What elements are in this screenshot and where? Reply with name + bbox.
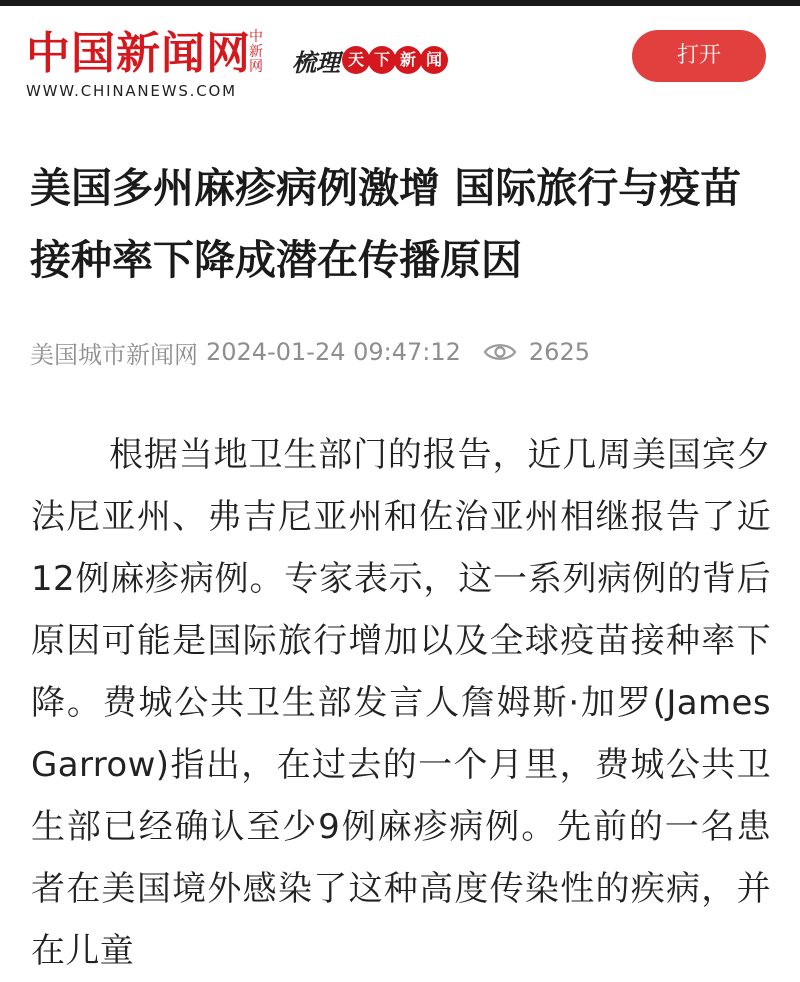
app-header: [0, 6, 800, 106]
chinanews-logo[interactable]: [26, 30, 266, 110]
logo-text: 中国新闻网: [26, 28, 251, 79]
tianxia-news-brand: [292, 42, 448, 78]
logo-vertical-char: 网: [249, 59, 263, 75]
article-title: 美国多州麻疹病例激增 国际旅行与疫苗接种率下降成潜在传播原因: [30, 164, 742, 284]
logo-vertical-char: 新: [249, 44, 263, 60]
view-count: 2625: [528, 338, 590, 366]
brand2-seals: [344, 46, 448, 74]
brand2-text: 梳理: [292, 47, 340, 77]
seal-char: 下: [368, 46, 396, 74]
seal-char: 天: [342, 46, 370, 74]
open-app-button[interactable]: 打开: [632, 30, 766, 82]
seal-char: 闻: [420, 46, 448, 74]
article-timestamp: 2024-01-24 09:47:12: [206, 338, 461, 366]
article-source[interactable]: 美国城市新闻网: [30, 340, 198, 369]
logo-url: WWW.CHINANEWS.COM: [26, 82, 237, 100]
eye-icon: [483, 341, 517, 363]
seal-char: 新: [394, 46, 422, 74]
logo-vertical-char: 中: [249, 29, 263, 45]
article-body: 根据当地卫生部门的报告，近几周美国宾夕法尼亚州、弗吉尼亚州和佐治亚州相继报告了近12例麻疹病例。专家表示，这一系列病例的背后原因可能是国际旅行增加以及全球疫苗接种率下降。费城公共卫生部发言人詹姆斯·加罗(James Garrow)指出，在过去的一个月里，费城公共卫生部已经确认至少9例麻疹病例。先前的一名患者在美国境外感染了这种高度传染性的疾病，并在儿童: [31, 435, 771, 971]
article-meta: [30, 330, 590, 374]
logo-vertical-text: [248, 30, 264, 75]
